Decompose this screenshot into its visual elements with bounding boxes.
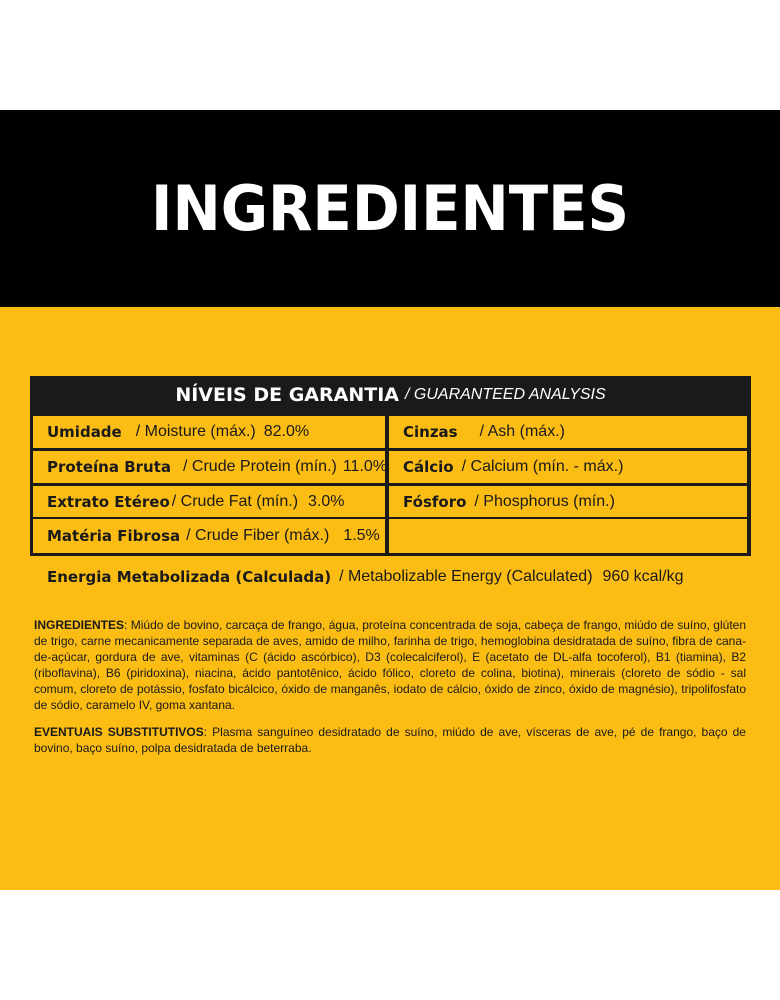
row-label: Cálcio	[403, 458, 454, 476]
row-crude-protein	[33, 451, 388, 483]
row-label: Cinzas	[403, 423, 458, 441]
metabolizable-energy	[47, 565, 757, 589]
ingredients-label: INGREDIENTES	[34, 618, 125, 632]
row-english: / Crude Protein (mín.)	[183, 458, 337, 475]
row-english: / Moisture (máx.)	[135, 423, 256, 440]
row-crude-fat	[33, 486, 385, 517]
row-label: Umidade	[47, 423, 122, 441]
energy-english: / Metabolizable Energy (Calculated)	[339, 568, 593, 585]
substitutes-paragraph	[34, 724, 746, 756]
table-header	[30, 376, 751, 414]
row-value: 11.0%	[342, 458, 388, 475]
guaranteed-analysis-table	[30, 376, 751, 556]
row-empty	[389, 519, 747, 553]
row-english: / Crude Fat (mín.)	[171, 492, 299, 510]
row-label: Proteína Bruta	[47, 458, 172, 476]
row-english: / Phosphorus (mín.)	[474, 492, 615, 510]
row-moisture	[33, 416, 385, 448]
energy-value: 960 kcal/kg	[602, 568, 684, 585]
header-banner	[0, 110, 780, 307]
row-crude-fiber	[33, 519, 385, 553]
row-phosphorus	[389, 486, 747, 517]
row-label: Extrato Etéreo	[47, 492, 170, 511]
page-title: INGREDIENTES	[150, 172, 630, 245]
row-english: / Crude Fiber (máx.)	[186, 527, 330, 544]
table-subtitle: / GUARANTEED ANALYSIS	[405, 386, 606, 403]
row-value: 3.0%	[308, 492, 345, 510]
substitutes-text: : Plasma sanguíneo desidratado de suíno, miúdo de ave, vísceras de ave, pé de frango, baço de bovino, baço suíno, polpa desidratada de beterraba.	[34, 725, 746, 755]
row-calcium	[389, 451, 747, 483]
row-english: / Ash (máx.)	[479, 423, 565, 440]
table-title: NÍVEIS DE GARANTIA	[175, 384, 399, 406]
energy-label: Energia Metabolizada (Calculada)	[47, 568, 332, 586]
row-label: Matéria Fibrosa	[47, 527, 181, 545]
row-value: 82.0%	[263, 423, 310, 440]
row-label: Fósforo	[403, 492, 467, 511]
ingredients-paragraph	[34, 617, 746, 713]
substitutes-label: EVENTUAIS SUBSTITUTIVOS	[34, 725, 204, 739]
row-value: 1.5%	[343, 527, 380, 544]
row-ash	[389, 416, 747, 448]
row-english: / Calcium (mín. - máx.)	[461, 458, 624, 475]
ingredients-text: : Miúdo de bovino, carcaça de frango, água, proteína concentrada de soja, cabeça de frango, miúdo de suíno, glúten de trigo, carne mecanicamente separada de aves, amido de milho, farinha de trigo, hemoglobina desidratada de suíno, fibra de cana-de-açúcar, gordura de ave, vitaminas (C (ácido ascórbico), D3 (colecalciferol), E (acetato de DL-alfa tocoferol), B1 (tiamina), B2 (riboflavina), B6 (piridoxina), niacina, ácido pantotênico, ácido fólico, cloreto de colina, biotina), minerais (cloreto de sódio - sal comum, cloreto de potássio, fosfato bicálcico, óxido de manganês, iodato de cálcio, óxido de zinco, óxido de magnésio), tripolifosfato de sódio, caramelo IV, goma xantana.	[34, 618, 746, 712]
